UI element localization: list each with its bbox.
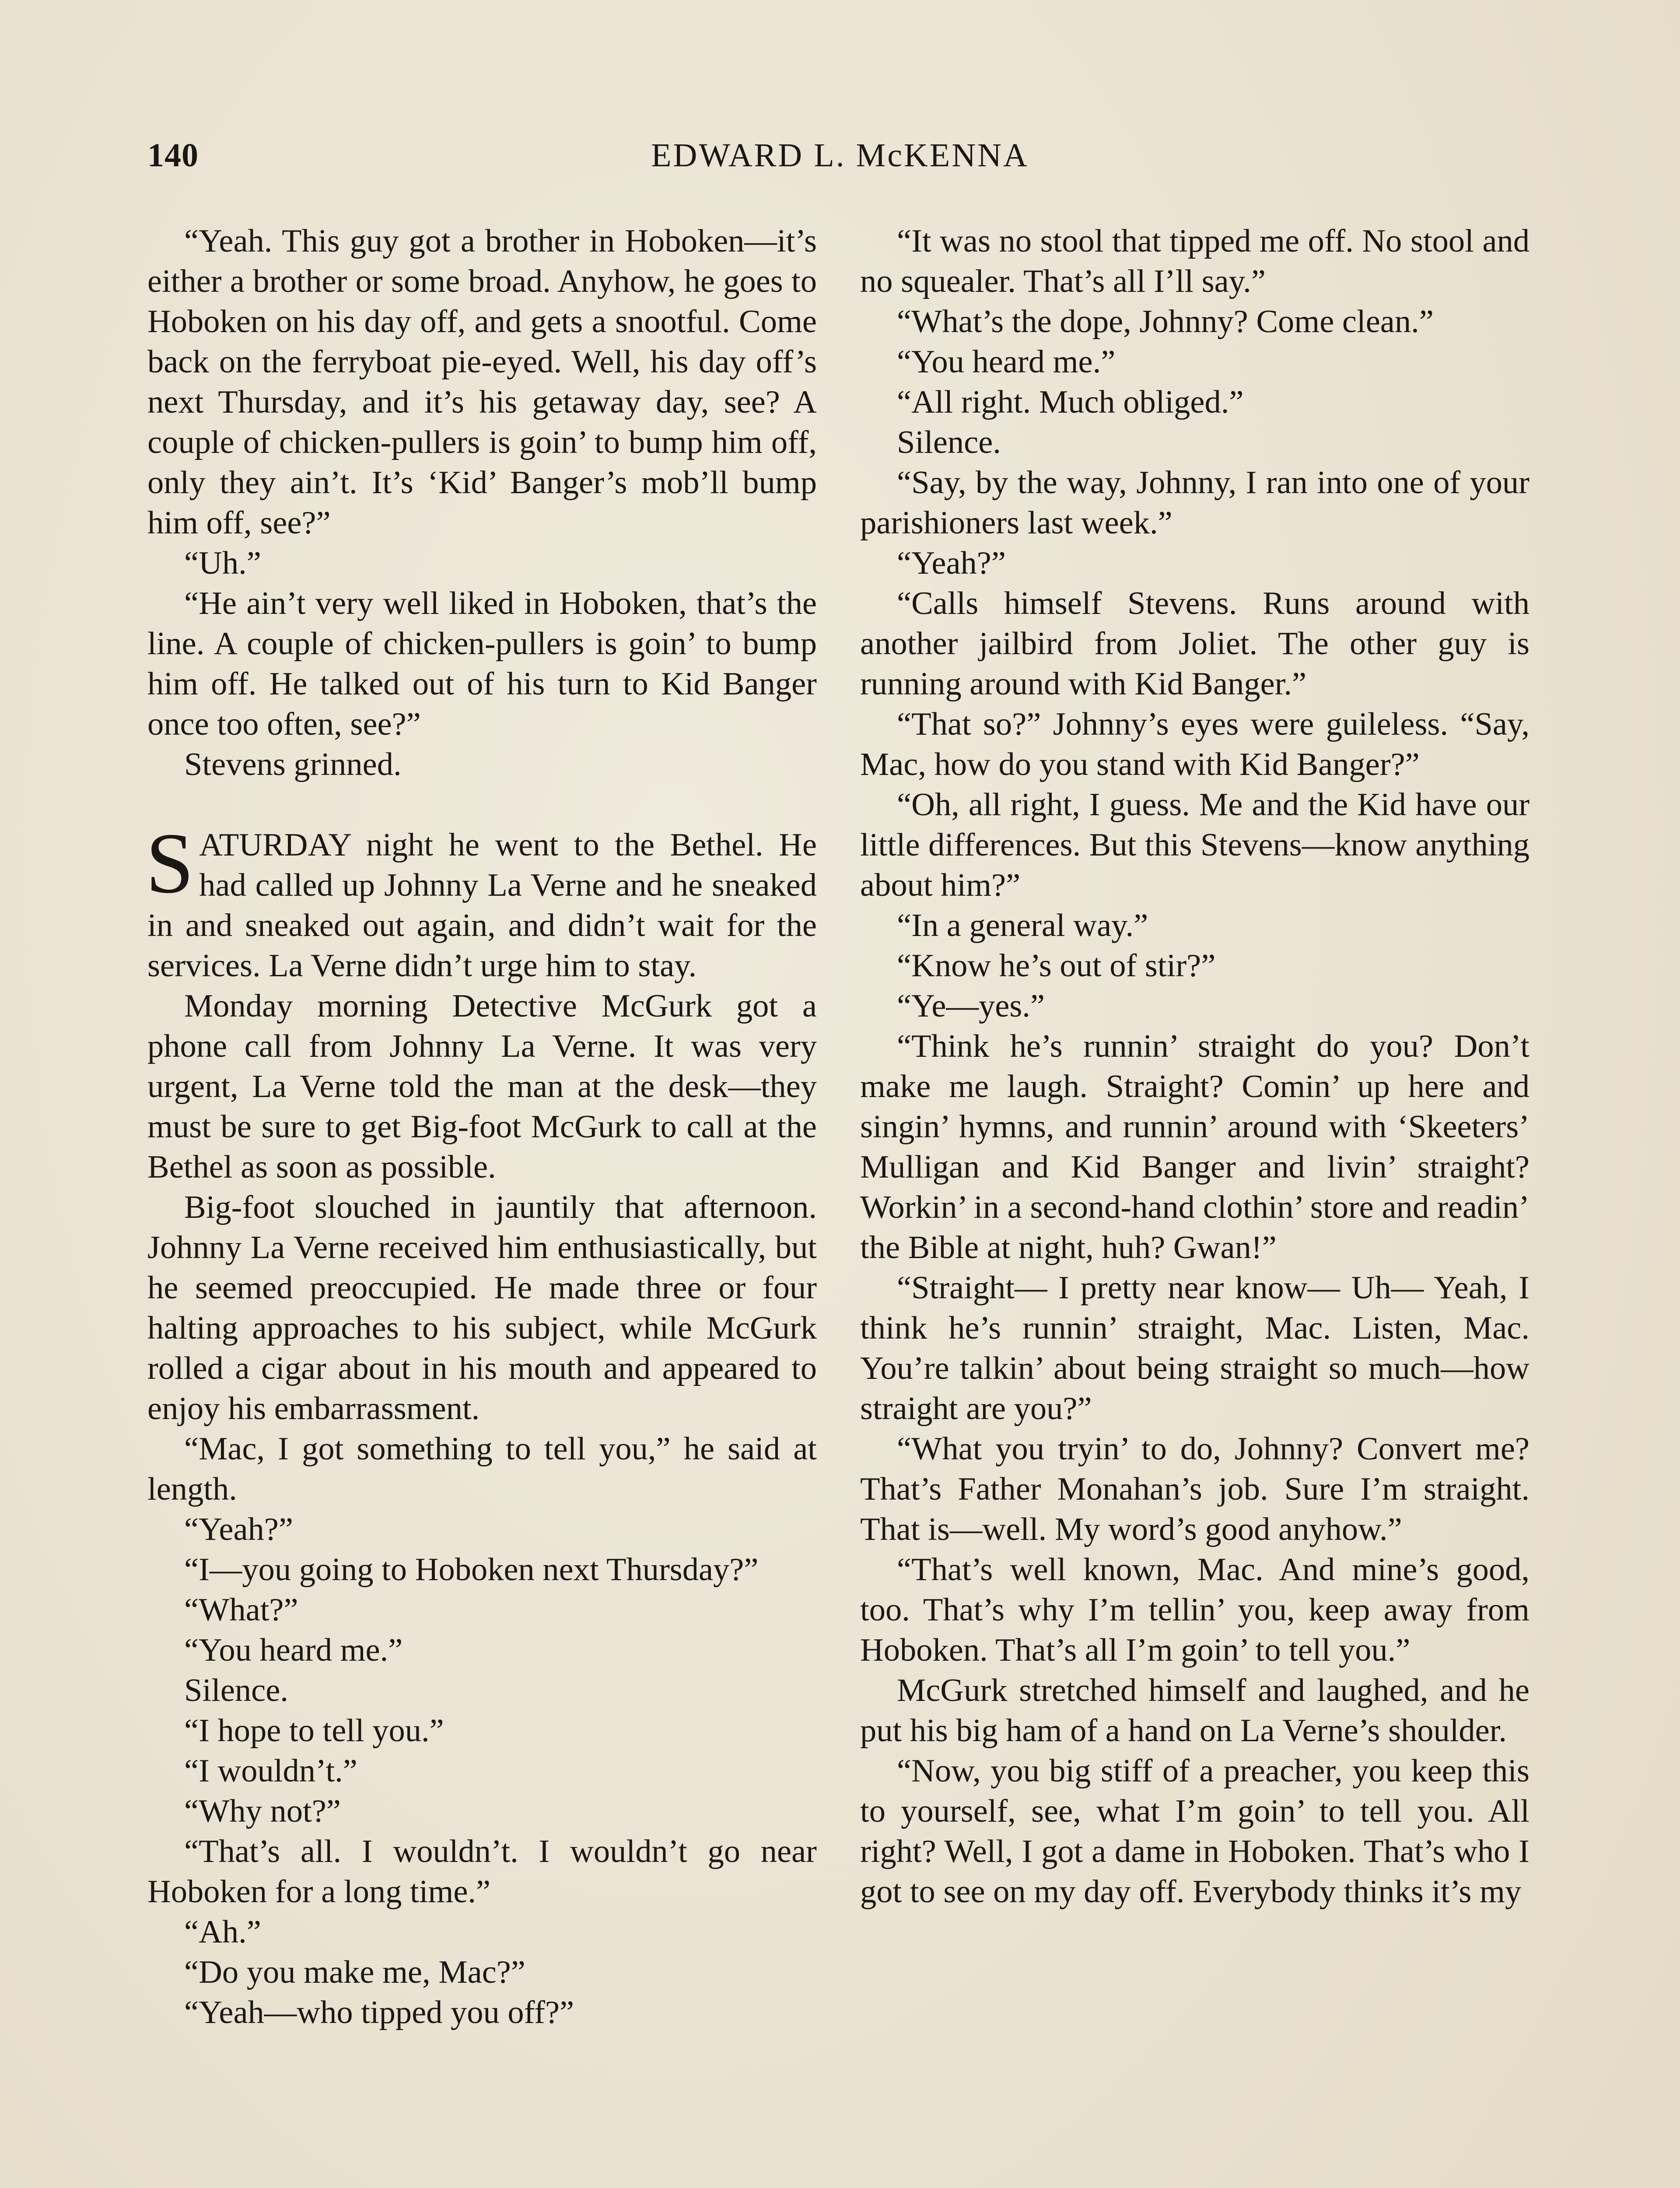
paragraph: “Straight— I pretty near know— Uh— Yeah, I think he’s runnin’ straight, Mac. Listen, Mac. You’re talkin’ about being straight so much—how straight are you?”	[860, 1270, 1530, 1427]
paragraph: “Uh.”	[184, 545, 261, 581]
paragraph: McGurk stretched himself and laughed, and he put his big ham of a hand on La Verne’s shoulder.	[860, 1673, 1530, 1749]
paragraph: “That so?” Johnny’s eyes were guileless. “Say, Mac, how do you stand with Kid Banger?”	[860, 706, 1530, 782]
paragraph: “Oh, all right, I guess. Me and the Kid have our little differences. But this Stevens—know anything about him?”	[860, 787, 1530, 903]
paragraph: “Yeah. This guy got a brother in Hoboken—it’s either a brother or some broad. Anyhow, he goes to Hoboken on his day off, and gets a snootful. Come back on the ferryboat pie-eyed. Well, his day off’s next Thursday, and it’s his getaway day, see? A couple of chicken-pullers is goin’ to bump him off, only they ain’t. It’s ‘Kid’ Banger’s mob’ll bump him off, see?”	[147, 223, 817, 541]
paragraph: “Mac, I got something to tell you,” he said at length.	[147, 1431, 817, 1507]
paragraph: “It was no stool that tipped me off. No stool and no squealer. That’s all I’ll say.”	[860, 223, 1530, 299]
paragraph: Monday morning Detective McGurk got a phone call from Johnny La Verne. It was very urgent, La Verne told the man at the desk—they must be sure to get Big-foot McGurk to call at the Bethel as soon as possible.	[147, 988, 817, 1185]
paragraph-text: ATURDAY night he went to the Bethel. He had called up Johnny La Verne and he sneaked in and sneaked out again, and didn’t wait for the services. La Verne didn’t urge him to stay.	[147, 827, 817, 984]
left-column	[147, 221, 817, 2188]
drop-cap: S	[146, 815, 194, 911]
paragraph: “What?”	[184, 1592, 298, 1628]
paragraph: Big-foot slouched in jauntily that afternoon. Johnny La Verne received him enthusiastically, but he seemed preoccupied. He made three or four halting approaches to his subject, while McGurk rolled a cigar about in his mouth and appeared to enjoy his embarrassment.	[147, 1189, 817, 1427]
right-column	[860, 221, 1530, 2188]
paragraph: Stevens grinned.	[184, 747, 402, 782]
paragraph: “Ye—yes.”	[897, 988, 1045, 1024]
paragraph: “What’s the dope, Johnny? Come clean.”	[897, 304, 1434, 340]
paragraph: “Yeah—who tipped you off?”	[184, 1995, 574, 2030]
paragraph: “That’s well known, Mac. And mine’s good, too. That’s why I’m tellin’ you, keep away from Hoboken. That’s all I’m goin’ to tell you.”	[860, 1552, 1530, 1668]
paragraph: “Yeah?”	[184, 1511, 293, 1547]
paragraph: “In a general way.”	[897, 908, 1148, 943]
paragraph: “Think he’s runnin’ straight do you? Don’t make me laugh. Straight? Comin’ up here and singin’ hymns, and runnin’ around with ‘Skeeters’ Mulligan and Kid Banger and livin’ straight? Workin’ in a second-hand clothin’ store and readin’ the Bible at night, huh? Gwan!”	[860, 1028, 1530, 1266]
running-head: EDWARD L. McKENNA	[651, 137, 1029, 174]
paragraph: “You heard me.”	[184, 1632, 403, 1668]
paragraph: “Calls himself Stevens. Runs around with another jailbird from Joliet. The other guy is running around with Kid Banger.”	[860, 586, 1530, 702]
paragraph: Silence.	[897, 424, 1001, 460]
page-number: 140	[147, 137, 199, 174]
paragraph: “Do you make me, Mac?”	[184, 1954, 525, 1990]
section-start-paragraph	[146, 815, 817, 986]
paragraph: “Now, you big stiff of a preacher, you keep this to yourself, see, what I’m goin’ to tell you. All right? Well, I got a dame in Hoboken. That’s who I got to see on my day off. Everybody thinks it’s my	[860, 1753, 1530, 1910]
paragraph: “Know he’s out of stir?”	[897, 948, 1216, 984]
paragraph: “Why not?”	[184, 1793, 341, 1829]
paragraph: “You heard me.”	[897, 344, 1116, 380]
paragraph: “I wouldn’t.”	[184, 1753, 357, 1789]
paragraph: “Say, by the way, Johnny, I ran into one of your parishioners last week.”	[860, 465, 1530, 541]
paragraph: “That’s all. I wouldn’t. I wouldn’t go near Hoboken for a long time.”	[147, 1834, 817, 1910]
paragraph: “Yeah?”	[897, 545, 1006, 581]
paragraph: “All right. Much obliged.”	[897, 384, 1244, 420]
paragraph: Silence.	[184, 1673, 288, 1708]
paragraph: “I—you going to Hoboken next Thursday?”	[184, 1552, 759, 1588]
paragraph: “I hope to tell you.”	[184, 1713, 444, 1749]
paragraph: “What you tryin’ to do, Johnny? Convert me? That’s Father Monahan’s job. Sure I’m straight. That is—well. My word’s good anyhow.”	[860, 1431, 1530, 1547]
paragraph: “He ain’t very well liked in Hoboken, that’s the line. A couple of chicken-pullers is goin’ to bump him off. He talked out of his turn to Kid Banger once too often, see?”	[147, 586, 817, 742]
paragraph: “Ah.”	[184, 1914, 261, 1950]
